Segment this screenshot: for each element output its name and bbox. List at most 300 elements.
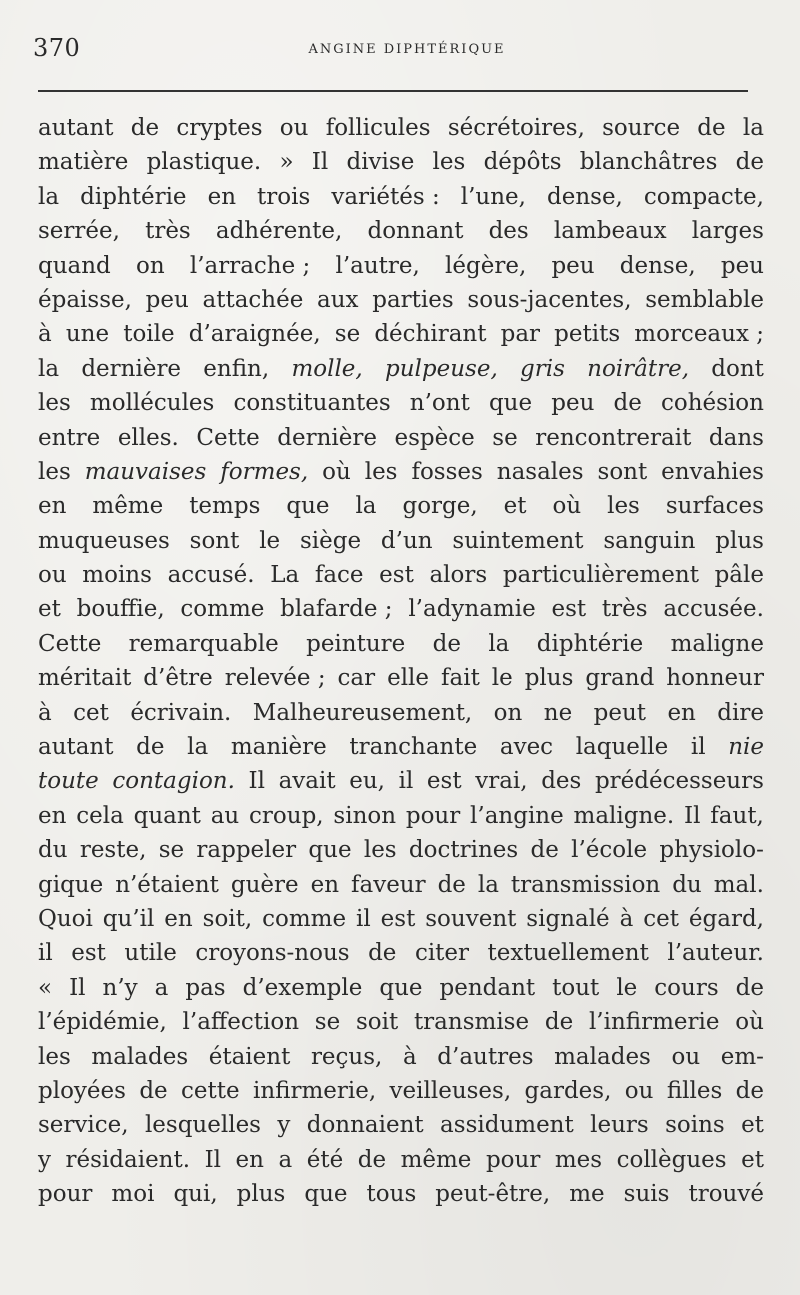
word: collègues bbox=[616, 1146, 727, 1173]
word: en bbox=[207, 183, 237, 210]
word: dire bbox=[717, 699, 764, 726]
text-line bbox=[38, 562, 764, 596]
word: temps bbox=[189, 493, 261, 520]
word: alors bbox=[429, 562, 488, 589]
text-line bbox=[38, 356, 764, 390]
word: l’autre, bbox=[335, 252, 420, 279]
word: que bbox=[308, 837, 352, 864]
word: au bbox=[210, 802, 240, 829]
word: Cette bbox=[196, 424, 260, 451]
word: épaisse, bbox=[38, 286, 132, 313]
word: trouvé bbox=[688, 1181, 764, 1208]
running-title: ANGINE DIPHTÉRIQUE bbox=[308, 42, 506, 57]
word: ou bbox=[671, 1043, 701, 1070]
word: égard, bbox=[688, 905, 764, 932]
word: suintement bbox=[452, 527, 584, 554]
word: sécrétoires, bbox=[447, 115, 585, 141]
word: contagion. bbox=[112, 768, 235, 795]
word: où bbox=[735, 1009, 764, 1036]
word: avait bbox=[278, 768, 336, 795]
word: du bbox=[672, 871, 702, 898]
word: lambeaux bbox=[553, 218, 667, 245]
word: constituantes bbox=[233, 390, 391, 417]
word: les bbox=[38, 390, 71, 417]
text-line bbox=[38, 596, 764, 630]
word: dont bbox=[711, 355, 764, 382]
word: signalé bbox=[526, 905, 610, 932]
word: assidument bbox=[440, 1112, 574, 1139]
word: accusé. bbox=[167, 562, 255, 589]
word: cet bbox=[643, 905, 679, 932]
word: diphtérie bbox=[536, 630, 644, 657]
word: me bbox=[569, 1181, 605, 1208]
word: et bbox=[741, 1112, 764, 1139]
word: d’un bbox=[380, 527, 433, 554]
word: par bbox=[500, 321, 541, 348]
word: em- bbox=[720, 1043, 764, 1070]
word: légère, bbox=[445, 252, 527, 279]
word: mauvaises bbox=[84, 458, 207, 485]
text-line bbox=[38, 1078, 764, 1112]
word: particulièrement bbox=[502, 562, 699, 589]
word: molle, bbox=[291, 355, 363, 382]
word: maligne bbox=[670, 630, 764, 657]
word: semblable bbox=[645, 286, 764, 313]
word: fait bbox=[440, 665, 480, 692]
word: matière bbox=[38, 149, 129, 176]
word: sont bbox=[597, 458, 648, 485]
word: n’étaient bbox=[115, 871, 219, 898]
word: entre bbox=[38, 424, 101, 451]
word: est bbox=[426, 768, 462, 795]
text-line bbox=[38, 493, 764, 527]
word: siège bbox=[299, 527, 362, 554]
word: Cette bbox=[38, 630, 102, 657]
word: n’y bbox=[102, 974, 138, 1001]
word: noirâtre, bbox=[587, 355, 690, 382]
word: cette bbox=[181, 1077, 240, 1104]
word: guère bbox=[230, 871, 299, 898]
word: fosses bbox=[411, 458, 483, 485]
word: peinture bbox=[306, 630, 406, 657]
text-line bbox=[38, 528, 764, 562]
word: sont bbox=[189, 527, 240, 554]
word: transmise bbox=[413, 1009, 530, 1036]
word: gardes, bbox=[524, 1077, 612, 1104]
word: les bbox=[432, 149, 466, 176]
text-line bbox=[38, 1009, 764, 1043]
word: l’une, bbox=[460, 183, 526, 210]
word: larges bbox=[691, 218, 764, 245]
word: follicules bbox=[325, 115, 431, 141]
word: dernière bbox=[81, 355, 182, 382]
word: gris bbox=[520, 355, 565, 382]
word: quant bbox=[133, 802, 201, 829]
word: ou bbox=[38, 562, 67, 589]
word: la bbox=[477, 871, 499, 898]
word: adhérente, bbox=[215, 218, 343, 245]
word: cela bbox=[76, 802, 124, 829]
word: se bbox=[334, 321, 361, 348]
word: elle bbox=[387, 665, 430, 692]
word: bouffie, bbox=[76, 596, 165, 623]
text-line bbox=[38, 390, 764, 424]
word: résidaient. bbox=[65, 1146, 191, 1173]
word: de bbox=[735, 149, 764, 176]
word: peu bbox=[720, 252, 764, 279]
text-line bbox=[38, 1112, 764, 1146]
word: de bbox=[357, 1146, 387, 1173]
word: manière bbox=[230, 734, 327, 761]
word: se bbox=[314, 1009, 341, 1036]
word: compacte, bbox=[643, 183, 764, 210]
word: la bbox=[488, 630, 510, 657]
word: d’exemple bbox=[242, 974, 363, 1001]
word: peu bbox=[551, 390, 595, 417]
word: de bbox=[613, 390, 642, 417]
word: tranchante bbox=[349, 734, 478, 761]
text-line bbox=[38, 665, 764, 699]
word: elles. bbox=[117, 424, 179, 451]
word: ne bbox=[543, 699, 573, 726]
word: diphtérie bbox=[80, 183, 187, 210]
text-line bbox=[38, 1147, 764, 1181]
word: plastique. bbox=[146, 149, 262, 176]
word: en bbox=[38, 493, 67, 520]
word: pas bbox=[185, 974, 226, 1001]
word: y bbox=[277, 1112, 291, 1139]
word: Il bbox=[311, 149, 329, 176]
word: les bbox=[363, 837, 397, 864]
word: Il bbox=[248, 768, 265, 795]
word: qui, bbox=[173, 1181, 218, 1208]
word: les bbox=[607, 493, 640, 520]
word: lesquelles bbox=[144, 1112, 261, 1139]
word: reçus, bbox=[310, 1043, 383, 1070]
page-number: 370 bbox=[33, 34, 81, 62]
word: il bbox=[356, 905, 371, 932]
word: grand bbox=[585, 665, 655, 692]
word: blanchâtres bbox=[579, 149, 718, 176]
word: donnant bbox=[367, 218, 464, 245]
word: de bbox=[530, 837, 559, 864]
text-line bbox=[38, 906, 764, 940]
word: ou bbox=[624, 1077, 654, 1104]
word: l’auteur. bbox=[667, 940, 764, 967]
word: suis bbox=[623, 1181, 670, 1208]
word: est bbox=[380, 905, 416, 932]
word: la bbox=[38, 355, 60, 382]
word: souvent bbox=[425, 905, 517, 932]
word: peut-être, bbox=[435, 1181, 551, 1208]
word: dense, bbox=[619, 252, 696, 279]
word: comme bbox=[262, 905, 347, 932]
word: la bbox=[38, 183, 60, 210]
word: la bbox=[355, 493, 377, 520]
word: veilleuses, bbox=[389, 1077, 512, 1104]
word: autant bbox=[38, 115, 114, 141]
word: transmission bbox=[510, 871, 661, 898]
word: l’épidémie, bbox=[38, 1009, 167, 1036]
word: été bbox=[306, 1146, 344, 1173]
word: qu’il bbox=[102, 905, 155, 932]
word: peu bbox=[551, 252, 595, 279]
word: à bbox=[38, 321, 52, 348]
word: ployées bbox=[38, 1077, 126, 1104]
word: aux bbox=[317, 286, 359, 313]
word: est bbox=[71, 940, 106, 967]
word: est bbox=[551, 596, 587, 623]
text-line bbox=[38, 1181, 764, 1215]
word: surfaces bbox=[665, 493, 764, 520]
word: se bbox=[158, 837, 185, 864]
word: de bbox=[139, 1077, 168, 1104]
word: il bbox=[690, 734, 706, 761]
word: le bbox=[616, 974, 638, 1001]
word: l’école bbox=[571, 837, 648, 864]
word: plus bbox=[236, 1181, 286, 1208]
word: des bbox=[488, 218, 529, 245]
word: de bbox=[136, 734, 165, 761]
word: sanguin bbox=[603, 527, 696, 554]
word: que bbox=[286, 493, 330, 520]
word: envahies bbox=[661, 458, 764, 485]
word: faveur bbox=[350, 871, 426, 898]
word: parties bbox=[372, 286, 454, 313]
word: » bbox=[279, 149, 294, 176]
word: d’araignée, bbox=[188, 321, 321, 348]
word: morceaux ; bbox=[634, 321, 764, 348]
word: plus bbox=[524, 665, 574, 692]
text-line bbox=[38, 631, 764, 665]
word: cours bbox=[654, 974, 719, 1001]
word: accusée. bbox=[663, 596, 764, 623]
word: il bbox=[398, 768, 414, 795]
word: variétés : bbox=[331, 183, 440, 210]
word: la bbox=[742, 115, 764, 141]
word: Il bbox=[684, 802, 701, 829]
text-line bbox=[38, 321, 764, 355]
word: formes, bbox=[220, 458, 309, 485]
word: l’adynamie bbox=[408, 596, 536, 623]
word: textuellement bbox=[487, 940, 649, 967]
word: l’infirmerie bbox=[588, 1009, 720, 1036]
word: l’angine bbox=[470, 802, 564, 829]
word: donnaient bbox=[306, 1112, 424, 1139]
word: que bbox=[304, 1181, 348, 1208]
word: la bbox=[187, 734, 209, 761]
word: en bbox=[164, 905, 193, 932]
word: en bbox=[667, 699, 696, 726]
text-line bbox=[38, 803, 764, 837]
word: en bbox=[38, 802, 67, 829]
word: honneur bbox=[666, 665, 764, 692]
word: de bbox=[130, 115, 160, 141]
word: malades bbox=[554, 1043, 651, 1070]
word: des bbox=[541, 768, 582, 795]
word: La bbox=[270, 562, 300, 589]
word: une bbox=[65, 321, 110, 348]
text-line bbox=[38, 734, 764, 768]
word: d’être bbox=[143, 665, 213, 692]
text-line bbox=[38, 1044, 764, 1078]
word: à bbox=[619, 905, 634, 932]
word: les bbox=[38, 1043, 71, 1070]
word: pour bbox=[405, 802, 461, 829]
text-line bbox=[38, 975, 764, 1009]
word: tous bbox=[366, 1181, 417, 1208]
word: se bbox=[492, 424, 518, 451]
word: y bbox=[38, 1146, 51, 1173]
word: à bbox=[402, 1043, 417, 1070]
word: étaient bbox=[208, 1043, 291, 1070]
word: de bbox=[735, 1077, 764, 1104]
word: le bbox=[259, 527, 281, 554]
word: blafarde ; bbox=[280, 596, 393, 623]
word: mal. bbox=[713, 871, 764, 898]
word: de bbox=[437, 871, 466, 898]
text-line bbox=[38, 940, 764, 974]
word: quand bbox=[38, 252, 111, 279]
word: l’arrache ; bbox=[189, 252, 311, 279]
word: gique bbox=[38, 871, 104, 898]
word: serrée, bbox=[38, 218, 120, 245]
text-line bbox=[38, 287, 764, 321]
text-line bbox=[38, 700, 764, 734]
word: Malheureusement, bbox=[252, 699, 473, 726]
word: soit, bbox=[202, 905, 253, 932]
word: il bbox=[38, 940, 53, 967]
word: déchirant bbox=[374, 321, 487, 348]
word: source bbox=[602, 115, 681, 141]
word: où bbox=[552, 493, 582, 520]
word: eu, bbox=[349, 768, 385, 795]
word: vrai, bbox=[475, 768, 528, 795]
word: que bbox=[379, 974, 423, 1001]
word: muqueuses bbox=[38, 527, 170, 554]
word: pour bbox=[38, 1181, 93, 1208]
text-line bbox=[38, 184, 764, 218]
word: trois bbox=[257, 183, 311, 210]
word: Il bbox=[69, 974, 86, 1001]
word: soins bbox=[665, 1112, 725, 1139]
word: les bbox=[364, 458, 398, 485]
word: mollécules bbox=[89, 390, 215, 417]
word: à bbox=[38, 699, 52, 726]
word: nie bbox=[728, 734, 764, 761]
word: mes bbox=[554, 1146, 603, 1173]
word: cohésion bbox=[660, 390, 764, 417]
word: est bbox=[379, 562, 414, 589]
word: on bbox=[135, 252, 165, 279]
word: comme bbox=[180, 596, 265, 623]
text-line bbox=[38, 837, 764, 871]
word: « bbox=[38, 974, 53, 1001]
word: citer bbox=[414, 940, 470, 967]
word: prédécesseurs bbox=[594, 768, 764, 795]
word: autant bbox=[38, 734, 114, 761]
word: que bbox=[488, 390, 533, 417]
word: gorge, bbox=[402, 493, 478, 520]
text-line bbox=[38, 253, 764, 287]
word: physiolo- bbox=[659, 837, 764, 864]
word: très bbox=[601, 596, 648, 623]
word: maligne. bbox=[573, 802, 675, 829]
word: n’ont bbox=[409, 390, 470, 417]
word: leurs bbox=[590, 1112, 649, 1139]
word: en bbox=[235, 1146, 264, 1173]
word: car bbox=[337, 665, 376, 692]
word: espèce bbox=[394, 424, 475, 451]
word: de bbox=[368, 940, 397, 967]
word: remarquable bbox=[128, 630, 279, 657]
text-line bbox=[38, 425, 764, 459]
word: tout bbox=[552, 974, 600, 1001]
word: divise bbox=[346, 149, 415, 176]
word: toute bbox=[38, 768, 99, 795]
word: dense, bbox=[547, 183, 623, 210]
word: Quoi bbox=[38, 905, 93, 932]
word: pâle bbox=[714, 562, 764, 589]
word: croyons-nous bbox=[195, 940, 350, 967]
word: croup, bbox=[249, 802, 324, 829]
word: de bbox=[735, 974, 764, 1001]
text-line bbox=[38, 218, 764, 252]
text-line bbox=[38, 115, 764, 149]
word: pour bbox=[485, 1146, 541, 1173]
word: même bbox=[400, 1146, 472, 1173]
word: moi bbox=[111, 1181, 155, 1208]
word: méritait bbox=[38, 665, 132, 692]
header-rule bbox=[38, 90, 748, 92]
word: sous-jacentes, bbox=[467, 286, 632, 313]
word: soit bbox=[355, 1009, 399, 1036]
word: moins bbox=[82, 562, 152, 589]
word: attachée bbox=[202, 286, 304, 313]
word: dépôts bbox=[483, 149, 562, 176]
word: les bbox=[38, 458, 71, 485]
word: de bbox=[697, 115, 726, 141]
word: laquelle bbox=[575, 734, 669, 761]
word: dernière bbox=[277, 424, 377, 451]
word: et bbox=[38, 596, 61, 623]
word: de bbox=[432, 630, 461, 657]
word: ou bbox=[279, 115, 309, 141]
word: avec bbox=[499, 734, 554, 761]
word: infirmerie, bbox=[252, 1077, 377, 1104]
word: d’autres bbox=[437, 1043, 534, 1070]
word: même bbox=[92, 493, 164, 520]
word: rappeler bbox=[196, 837, 297, 864]
word: service, bbox=[38, 1112, 129, 1139]
text-line bbox=[38, 459, 764, 493]
body-text bbox=[38, 115, 764, 1216]
word: sinon bbox=[333, 802, 397, 829]
word: malades bbox=[91, 1043, 189, 1070]
word: a bbox=[278, 1146, 293, 1173]
word: reste, bbox=[79, 837, 147, 864]
word: face bbox=[314, 562, 364, 589]
word: petits bbox=[554, 321, 621, 348]
word: nasales bbox=[496, 458, 584, 485]
word: doctrines bbox=[408, 837, 519, 864]
word: l’affection bbox=[182, 1009, 300, 1036]
word: pendant bbox=[439, 974, 536, 1001]
word: et bbox=[503, 493, 527, 520]
word: du bbox=[38, 837, 68, 864]
word: et bbox=[741, 1146, 764, 1173]
word: toile bbox=[123, 321, 175, 348]
